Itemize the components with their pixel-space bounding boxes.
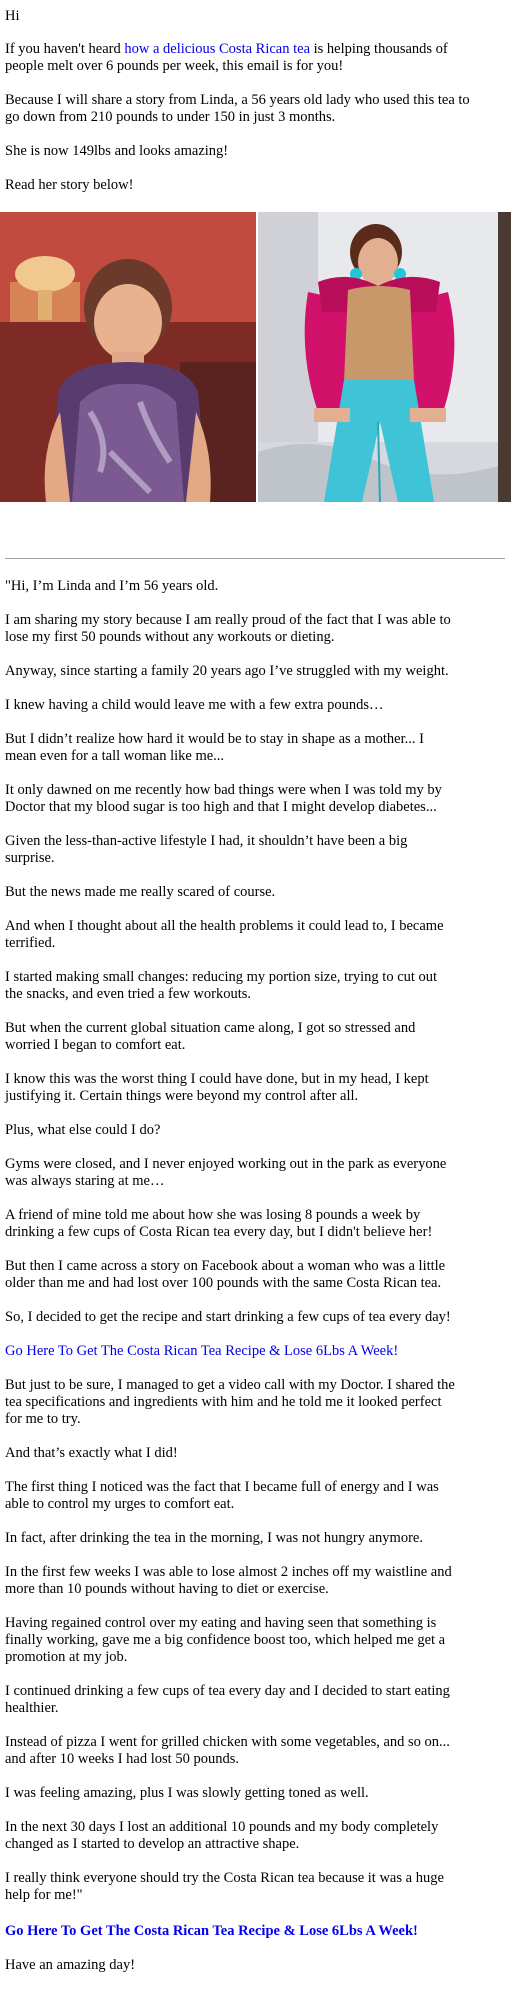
cta-link-recipe-bold[interactable]: Go Here To Get The Costa Rican Tea Recipe & Lose 6Lbs A Week! <box>5 1923 418 1939</box>
story-paragraph-line: But then I came across a story on Facebook about a woman who was a little <box>5 1258 446 1274</box>
story-paragraph-line: help for me!" <box>5 1887 83 1903</box>
story-paragraph-line: Instead of pizza I went for grilled chicken with some vegetables, and so on... <box>5 1734 450 1750</box>
read-line: Read her story below! <box>5 177 134 193</box>
cta-link-recipe-line <box>5 1343 398 1360</box>
story-paragraph-line: I started making small changes: reducing my portion size, trying to cut out <box>5 969 438 985</box>
story-paragraph-line: and after 10 weeks I had lost 50 pounds. <box>5 1751 239 1767</box>
story-paragraph-line: terrified. <box>5 935 56 951</box>
story-paragraph-line: lose my first 50 pounds without any workouts or dieting. <box>5 629 335 645</box>
story-paragraph-line: Having regained control over my eating and having seen that something is <box>5 1615 437 1631</box>
story-paragraph-line: was always staring at me… <box>5 1173 165 1189</box>
story-paragraph-line: I know this was the worst thing I could have done, but in my head, I kept <box>5 1071 429 1087</box>
cta-link-recipe-bold-line <box>5 1923 418 1940</box>
story-paragraph-line: But the news made me really scared of course. <box>5 884 276 900</box>
story-paragraph-line: mean even for a tall woman like me... <box>5 748 225 764</box>
story-paragraph-line: worried I began to comfort eat. <box>5 1037 186 1053</box>
story-paragraph-line: the snacks, and even tried a few workouts. <box>5 986 252 1002</box>
story-paragraph-line: But when the current global situation came along, I got so stressed and <box>5 1020 416 1036</box>
story-paragraph-line: "Hi, I’m Linda and I’m 56 years old. <box>5 578 219 594</box>
story-paragraph-line: A friend of mine told me about how she was losing 8 pounds a week by <box>5 1207 421 1223</box>
story-paragraph-line: In the first few weeks I was able to lose almost 2 inches off my waistline and <box>5 1564 452 1580</box>
story-paragraph-line: more than 10 pounds without having to diet or exercise. <box>5 1581 329 1597</box>
story-paragraph-line: But just to be sure, I managed to get a video call with my Doctor. I shared the <box>5 1377 455 1393</box>
story-paragraph-line: In fact, after drinking the tea in the morning, I was not hungry anymore. <box>5 1530 423 1546</box>
story-paragraph-line: In the next 30 days I lost an additional 10 pounds and my body completely <box>5 1819 439 1835</box>
story-paragraph-line: tea specifications and ingredients with him and he told me it looked perfect <box>5 1394 442 1410</box>
story-paragraph-line: But I didn’t realize how hard it would be to stay in shape as a mother... I <box>5 731 424 747</box>
intro-tea-link[interactable]: how a delicious Costa Rican tea <box>124 41 311 57</box>
story-paragraph-line: And that’s exactly what I did! <box>5 1445 178 1461</box>
story-paragraph-line: able to control my urges to comfort eat. <box>5 1496 235 1512</box>
story-paragraph-line: older than me and had lost over 100 pounds with the same Costa Rican tea. <box>5 1275 442 1291</box>
before-after-photos <box>0 212 511 502</box>
story-paragraph-line: Plus, what else could I do? <box>5 1122 161 1138</box>
story-paragraph-line: It only dawned on me recently how bad things were when I was told my by <box>5 782 442 798</box>
story-paragraph-line: changed as I started to develop an attractive shape. <box>5 1836 300 1852</box>
cta-link-recipe[interactable]: Go Here To Get The Costa Rican Tea Recipe & Lose 6Lbs A Week! <box>5 1343 399 1359</box>
now-line: She is now 149lbs and looks amazing! <box>5 143 229 159</box>
story-paragraph-line: So, I decided to get the recipe and start drinking a few cups of tea every day! <box>5 1309 451 1325</box>
story-paragraph-line: I knew having a child would leave me with a few extra pounds… <box>5 697 384 713</box>
before-photo <box>0 212 256 502</box>
divider-rule <box>5 558 505 559</box>
story-paragraph-line: surprise. <box>5 850 55 866</box>
story-paragraph-line: Given the less-than-active lifestyle I had, it shouldn’t have been a big <box>5 833 408 849</box>
story-paragraph-line: I continued drinking a few cups of tea every day and I decided to start eating <box>5 1683 450 1699</box>
story-paragraph-line: I am sharing my story because I am really proud of the fact that I was able to <box>5 612 451 628</box>
story-paragraph-line: Anyway, since starting a family 20 years ago I’ve struggled with my weight. <box>5 663 449 679</box>
story-paragraph-line: I was feeling amazing, plus I was slowly getting toned as well. <box>5 1785 369 1801</box>
share-line-2: go down from 210 pounds to under 150 in just 3 months. <box>5 109 336 125</box>
after-photo <box>258 212 511 502</box>
intro-line-2: people melt over 6 pounds per week, this email is for you! <box>5 58 344 74</box>
story-paragraph-line: Doctor that my blood sugar is too high and that I might develop diabetes... <box>5 799 437 815</box>
story-paragraph-line: healthier. <box>5 1700 59 1716</box>
greeting: Hi <box>5 8 20 24</box>
story-paragraph-line: finally working, gave me a big confidence boost too, which helped me get a <box>5 1632 446 1648</box>
story-paragraph-line: Gyms were closed, and I never enjoyed working out in the park as everyone <box>5 1156 447 1172</box>
story-paragraph-line: The first thing I noticed was the fact that I became full of energy and I was <box>5 1479 439 1495</box>
share-line-1: Because I will share a story from Linda, a 56 years old lady who used this tea to <box>5 92 470 108</box>
story-paragraph-line: And when I thought about all the health problems it could lead to, I became <box>5 918 444 934</box>
intro-line-1: If you haven't heard how a delicious Costa Rican tea is helping thousands of <box>5 41 448 57</box>
story-paragraph-line: I really think everyone should try the Costa Rican tea because it was a huge <box>5 1870 444 1886</box>
story-paragraph-line: drinking a few cups of Costa Rican tea every day, but I didn't believe her! <box>5 1224 433 1240</box>
story-paragraph-line: promotion at my job. <box>5 1649 128 1665</box>
story-paragraph-line: for me to try. <box>5 1411 81 1427</box>
signoff: Have an amazing day! <box>5 1957 136 1973</box>
story-paragraph-line: justifying it. Certain things were beyond my control after all. <box>5 1088 359 1104</box>
